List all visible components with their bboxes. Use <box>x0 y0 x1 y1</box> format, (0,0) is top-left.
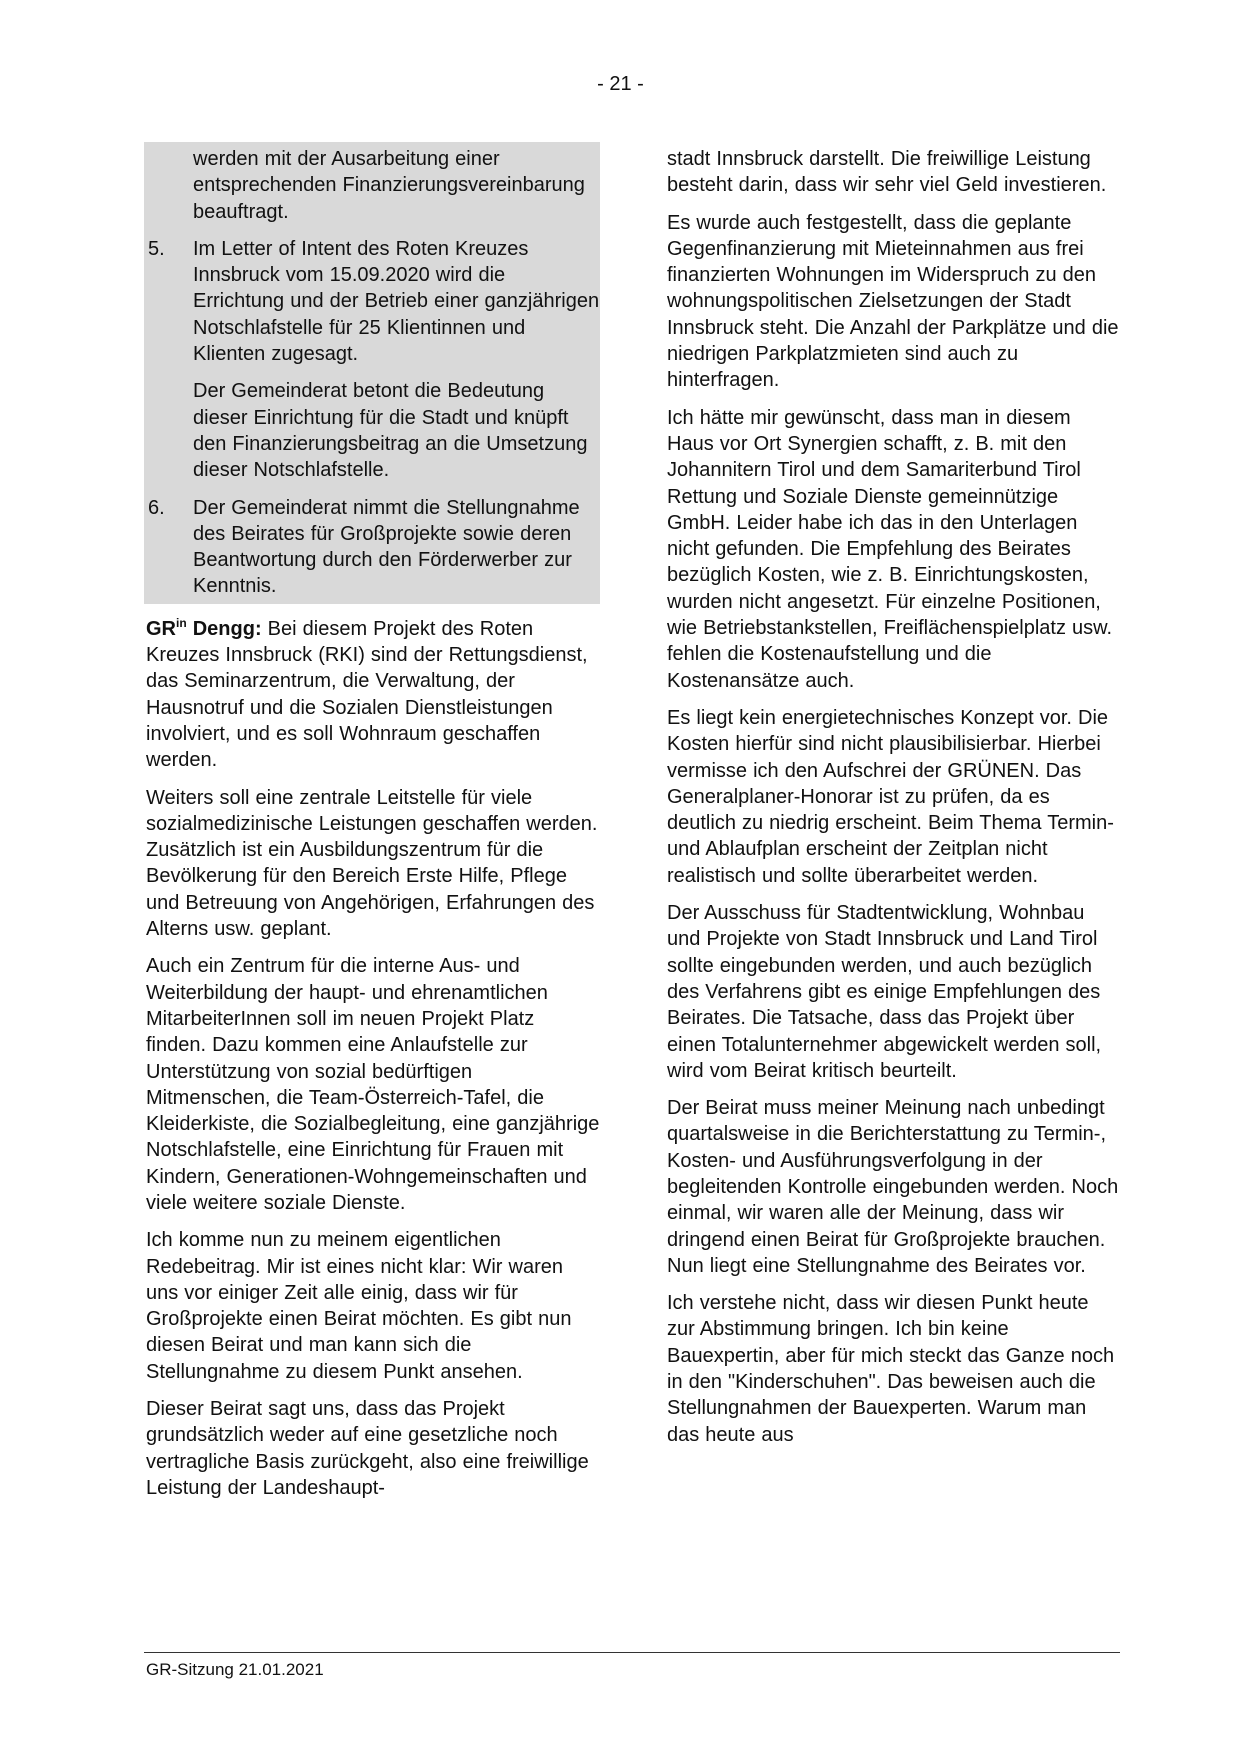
speech-paragraph: Dieser Beirat sagt uns, dass das Projekt grundsätzlich weder auf eine gesetzliche noch vertragliche Basis zurückgeht, also eine freiwillige Leistung der Landeshaupt- <box>146 1398 589 1499</box>
footer-session-label: GR-Sitzung 21.01.2021 <box>146 1660 324 1679</box>
speech-paragraph: Ich hätte mir gewünscht, dass man in diesem Haus vor Ort Synergien schafft, z. B. mit den Johannitern Tirol und dem Samariterbund Tirol Rettung und Soziale Dienste gemeinnützige GmbH. Leider habe ich das in den Unterlagen nicht gefunden. Die Empfehlung des Beirates bezüglich Kosten, wie z. B. Einrichtungskosten, wurden nicht angesetzt. Für einzelne Positionen, wie Betriebstankstellen, Freiflächenspielplatz usw. fehlen die Kostenaufstellung und die Kostenansätze auch. <box>667 406 1113 692</box>
page-number: - 21 - <box>597 73 644 95</box>
resolution-box <box>144 142 600 604</box>
speech-paragraph: Weiters soll eine zentrale Leitstelle für viele sozialmedizinische Leistungen geschaffen werden. Zusätzlich ist ein Ausbildungszentrum für die Bevölkerung für den Bereich Erste Hilfe, Pflege und Betreuung von Angehörigen, Erfahrungen des Alterns usw. geplant. <box>146 786 598 941</box>
left-column <box>146 146 600 1512</box>
footer-divider <box>144 1652 1120 1653</box>
speech-paragraph: stadt Innsbruck darstellt. Die freiwillige Leistung besteht darin, dass wir sehr viel Geld investieren. <box>667 148 1107 197</box>
resolution-item-6 <box>146 495 600 600</box>
speech-paragraph: Der Ausschuss für Stadtentwicklung, Wohnbau und Projekte von Stadt Innsbruck und Land Tirol sollte eingebunden werden, und auch bezüglich des Verfahrens gibt es einige Empfehlungen des Beirates. Die Tatsache, dass das Projekt über einen Totalunternehmer abgewickelt werden soll, wird vom Beirat kritisch beurteilt. <box>667 902 1102 1082</box>
speaker-name: Dengg: <box>186 617 262 640</box>
speaker-title-suffix: in <box>176 615 187 630</box>
item-text: Im Letter of Intent des Roten Kreuzes Innsbruck vom 15.09.2020 wird die Errichtung und der Betrieb einer ganzjährigen Notschlafstelle für 25 Klientinnen und Klienten zugesagt. <box>193 237 600 366</box>
resolution-item-5 <box>146 236 600 484</box>
item-number: 6. <box>148 496 165 519</box>
resolution-continuation: werden mit der Ausarbeitung einer entsprechenden Finanzierungsvereinbarung beauftragt. <box>193 148 585 223</box>
speech-text: Bei diesem Projekt des Roten Kreuzes Innsbruck (RKI) sind der Rettungsdienst, das Seminarzentrum, die Verwaltung, der Hausnotruf und die Sozialen Dienstleistungen involviert, und es soll Wohnraum geschaffen werden. <box>146 617 588 772</box>
speaker-title: GR <box>146 617 176 640</box>
right-column <box>667 146 1121 1459</box>
speech-paragraph: Ich verstehe nicht, dass wir diesen Punkt heute zur Abstimmung bringen. Ich bin keine Bauexpertin, aber für mich steckt das Ganze noch in den "Kinderschuhen". Das beweisen auch die Stellungnahmen der Bauexperten. Warum man das heute aus <box>667 1292 1115 1446</box>
item-text: Der Gemeinderat nimmt die Stellungnahme des Beirates für Großprojekte sowie deren Beantwortung durch den Förderwerber zur Kenntnis. <box>193 496 580 598</box>
speech-paragraph: Der Beirat muss meiner Meinung nach unbedingt quartalsweise in die Berichterstattung zu Termin-, Kosten- und Ausführungsverfolgung in der begleitenden Kontrolle eingebunden werden. Noch einmal, wir waren alle der Meinung, dass wir dringend einen Beirat für Großprojekte brauchen. Nun liegt eine Stellungnahme des Beirates vor. <box>667 1097 1119 1277</box>
item-number: 5. <box>148 237 165 260</box>
speech-paragraph: Auch ein Zentrum für die interne Aus- und Weiterbildung der haupt- und ehrenamtlichen MitarbeiterInnen soll im neuen Projekt Platz finden. Dazu kommen eine Anlaufstelle zur Unterstützung von sozial bedürftigen Mitmenschen, die Team-Österreich-Tafel, die Kleiderkiste, die Sozialbegleitung, eine ganzjährige Notschlafstelle, eine Einrichtung für Frauen mit Kindern, Generationen-Wohngemeinschaften und viele weitere soziale Dienste. <box>146 955 600 1214</box>
speech-paragraph: Es wurde auch festgestellt, dass die geplante Gegenfinanzierung mit Mieteinnahmen aus frei finanzierten Wohnungen im Widerspruch zu den wohnungspolitischen Zielsetzungen der Stadt Innsbruck steht. Die Anzahl der Parkplätze und die niedrigen Parkplatzmieten sind auch zu hinterfragen. <box>667 211 1119 392</box>
speech-paragraph: Es liegt kein energietechnisches Konzept vor. Die Kosten hierfür sind nicht plausibilisierbar. Hierbei vermisse ich den Aufschrei der GRÜNEN. Das Generalplaner-Honorar ist zu prüfen, da es deutlich zu niedrig erscheint. Beim Thema Termin- und Ablaufplan erscheint der Zeitplan nicht realistisch und sollte überarbeitet werden. <box>667 706 1114 887</box>
speech-paragraph: Ich komme nun zu meinem eigentlichen Redebeitrag. Mir ist eines nicht klar: Wir waren uns vor einiger Zeit alle einig, dass wir für Großprojekte einen Beirat möchten. Es gibt nun diesen Beirat und man kann sich die Stellungnahme zu diesem Punkt ansehen. <box>146 1229 572 1383</box>
item-text-extra: Der Gemeinderat betont die Bedeutung dieser Einrichtung für die Stadt und knüpft den Finanzierungsbeitrag an die Umsetzung dieser Notschlafstelle. <box>193 380 588 482</box>
speaker-label <box>146 615 262 640</box>
speech-paragraph <box>146 616 600 774</box>
